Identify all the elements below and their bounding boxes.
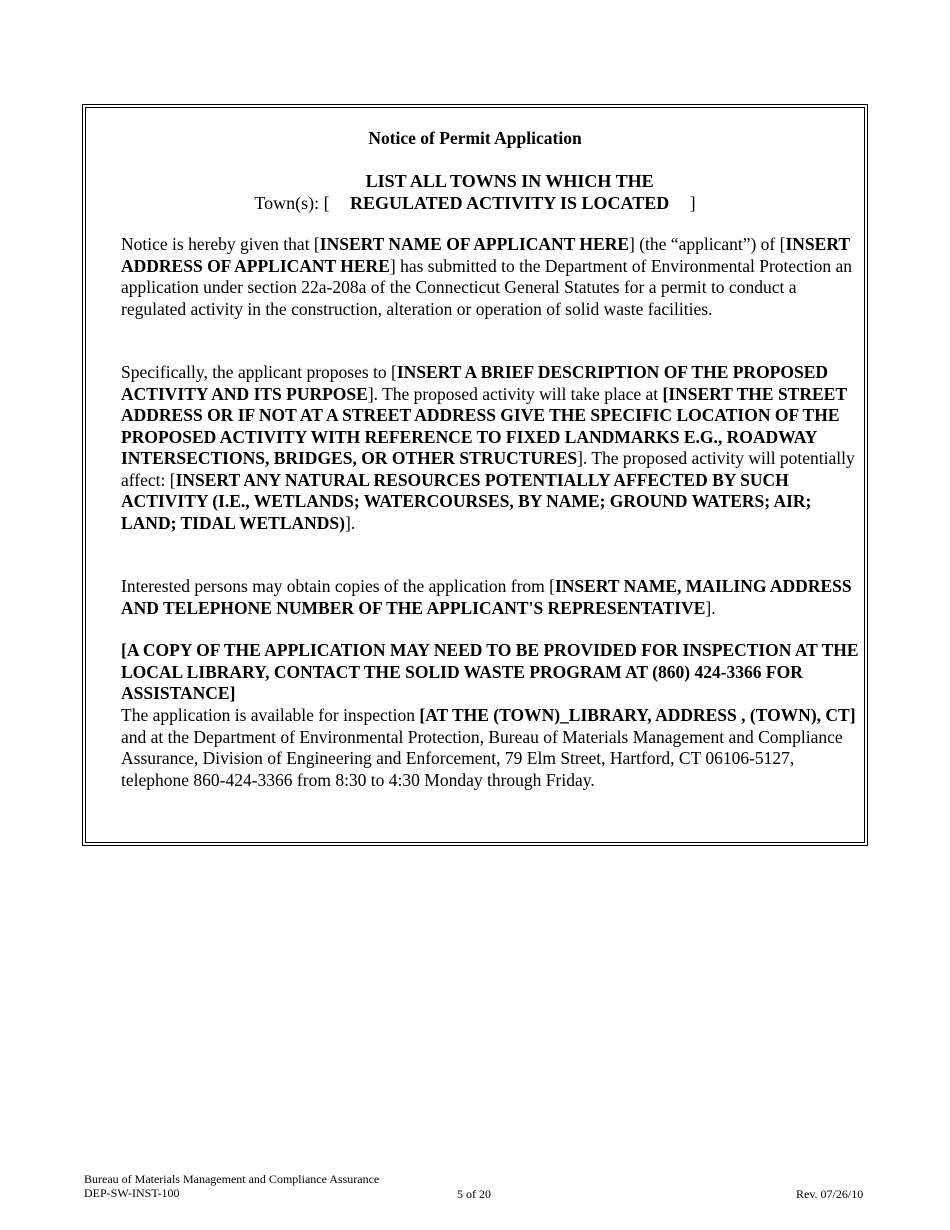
applicant-address-placeholder: INSERT ADDRESS OF APPLICANT HERE xyxy=(121,234,850,276)
p2-text-1: Specifically, the applicant proposes to [ xyxy=(121,362,397,382)
footer-page-number: 5 of 20 xyxy=(457,1187,491,1201)
towns-placeholder: LIST ALL TOWNS IN WHICH THE REGULATED ACTIVITY IS LOCATED xyxy=(349,171,670,213)
activity-description-placeholder: INSERT A BRIEF DESCRIPTION OF THE PROPOSED ACTIVITY AND ITS PURPOSE xyxy=(121,362,829,404)
notice-title: Notice of Permit Application xyxy=(368,128,582,148)
towns-end: ] xyxy=(689,193,696,213)
activity-location-placeholder: [INSERT THE STREET ADDRESS OR IF NOT AT A STREET ADDRESS GIVE THE SPECIFIC LOCATION OF THE PROPOSED ACTIVITY WITH REFERENCE TO FIXED LANDMARKS E.G., ROADWAY INTERSECTIONS, BRIDGES, OR OTHER STRUCTURES xyxy=(121,383,847,468)
footer-revision: Rev. 07/26/10 xyxy=(796,1187,864,1201)
natural-resources-placeholder: INSERT ANY NATURAL RESOURCES POTENTIALLY AFFECTED BY SUCH ACTIVITY (I.E., WETLANDS; WATERCOURSES, BY NAME; GROUND WATERS; AIR; LAND; TIDAL WETLANDS) xyxy=(121,469,812,533)
p3-text-2: ]. xyxy=(705,597,716,618)
notice-box xyxy=(82,104,868,846)
p1-text-3: ] has submitted to the Department of Environmental Protection an application under section 22a-208a of the Connecticut General Statutes for a permit to conduct a regulated activity in the construction, alteration or operation of solid waste facilities. xyxy=(121,255,853,319)
paragraph-inspection xyxy=(121,705,861,791)
footer-doc-id: DEP-SW-INST-100 xyxy=(84,1186,180,1200)
paragraph-library-note xyxy=(121,640,861,705)
towns-line xyxy=(86,170,864,214)
p5-text-1: The application is available for inspection xyxy=(121,705,420,725)
p2-text-4: ]. xyxy=(345,512,356,533)
applicant-name-placeholder: INSERT NAME OF APPLICANT HERE xyxy=(319,234,630,254)
p5-text-2: and at the Department of Environmental Protection, Bureau of Materials Management and Compliance Assurance, Division of Engineering and Enforcement, 79 Elm Street, Hartford, CT 06106-5127, telephone 860-424-3366 from 8:30 to 4:30 Monday through Friday. xyxy=(121,726,843,790)
p1-text-1: Notice is hereby given that [ xyxy=(121,234,320,254)
footer-bureau: Bureau of Materials Management and Compliance Assurance xyxy=(84,1172,380,1186)
p3-text-1: Interested persons may obtain copies of the application from [ xyxy=(121,576,555,596)
paragraph-applicant xyxy=(121,234,861,320)
paragraph-copies xyxy=(121,576,861,619)
p2-text-3: ]. The proposed activity will potentially affect: [ xyxy=(121,448,855,490)
library-address-placeholder: [AT THE (TOWN)_LIBRARY, ADDRESS , (TOWN), CT] xyxy=(419,705,856,725)
towns-label: Town(s): [ xyxy=(254,193,330,213)
paragraph-activity xyxy=(121,362,861,534)
representative-placeholder: INSERT NAME, MAILING ADDRESS AND TELEPHONE NUMBER OF THE APPLICANT'S REPRESENTATIVE xyxy=(121,576,852,618)
footer-left xyxy=(84,1172,379,1200)
library-note: [A COPY OF THE APPLICATION MAY NEED TO BE PROVIDED FOR INSPECTION AT THE LOCAL LIBRARY, CONTACT THE SOLID WASTE PROGRAM AT (860) 424-3366 FOR ASSISTANCE] xyxy=(121,640,859,703)
p2-text-2: ]. The proposed activity will take place at xyxy=(367,383,663,404)
p1-text-2: ] (the “applicant”) of [ xyxy=(629,234,786,254)
